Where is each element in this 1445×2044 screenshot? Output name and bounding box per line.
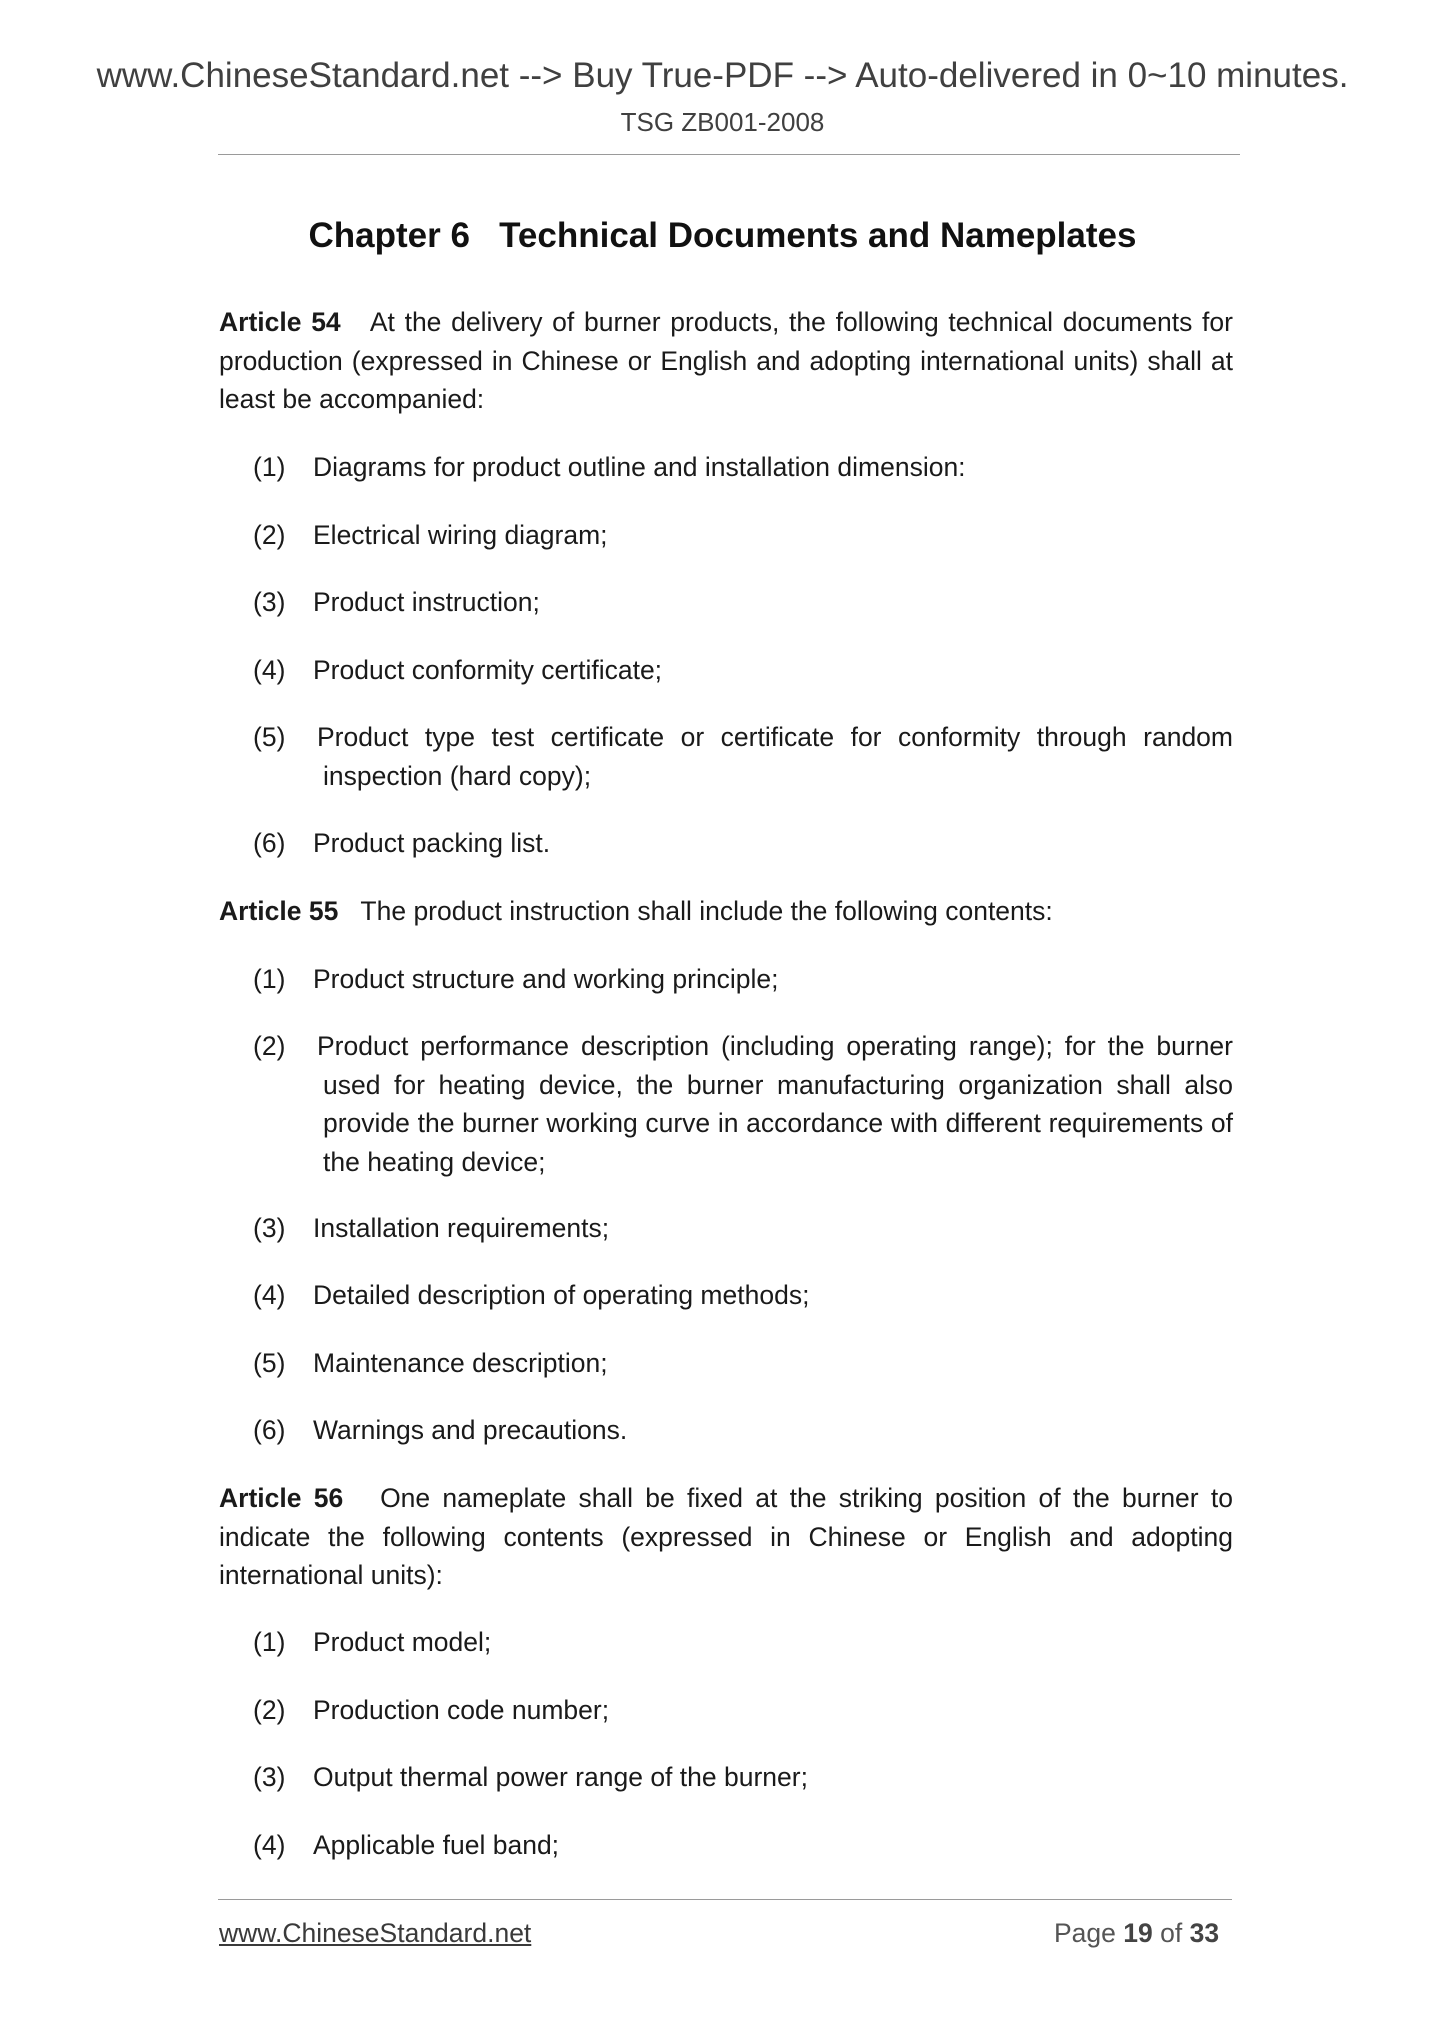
list-item (253, 1623, 1233, 1662)
chapter-title: Technical Documents and Nameplates (499, 216, 1137, 255)
item-number: (6) (253, 828, 286, 858)
item-number: (3) (253, 587, 286, 617)
item-number: (5) (253, 1348, 286, 1378)
item-number: (1) (253, 1627, 286, 1657)
list-item (253, 651, 1233, 690)
list-item (253, 448, 1233, 487)
item-text: Product structure and working principle; (313, 964, 779, 994)
footer-divider (218, 1899, 1232, 1900)
item-number: (3) (253, 1762, 286, 1792)
article-56 (219, 1479, 1233, 1595)
item-text: Maintenance description; (313, 1348, 608, 1378)
item-text: Applicable fuel band; (313, 1830, 560, 1860)
item-number: (4) (253, 1280, 286, 1310)
article-text: The product instruction shall include the following contents: (360, 896, 1053, 926)
item-number: (3) (253, 1213, 286, 1243)
chapter-number: Chapter 6 (308, 216, 470, 255)
chapter-heading (0, 216, 1445, 256)
item-number: (2) (253, 520, 286, 550)
item-text: Product performance description (including operating range); for the burner used for heating device, the burner manufacturing organization shall also provide the burner working curve in accordance with different requirements of the heating device; (317, 1031, 1233, 1177)
item-text: Product type test certificate or certificate for conformity through random inspection (hard copy); (317, 722, 1233, 791)
item-text: Product conformity certificate; (313, 655, 663, 685)
list-item (253, 1826, 1233, 1865)
list-item (253, 1027, 1233, 1181)
list-item (253, 583, 1233, 622)
article-55 (219, 892, 1233, 931)
list-item (253, 718, 1233, 795)
list-item (253, 1276, 1233, 1315)
page-of: of (1160, 1918, 1183, 1948)
item-number: (1) (253, 452, 286, 482)
article-text: One nameplate shall be fixed at the striking position of the burner to indicate the following contents (expressed in Chinese or English and adopting international units): (219, 1483, 1233, 1590)
header-banner: www.ChineseStandard.net --> Buy True-PDF --> Auto-delivered in 0~10 minutes. (96, 56, 1349, 95)
item-number: (1) (253, 964, 286, 994)
item-text: Product model; (313, 1627, 492, 1657)
item-number: (6) (253, 1415, 286, 1445)
list-item (253, 1758, 1233, 1797)
item-number: (2) (253, 1031, 286, 1061)
page-total: 33 (1189, 1918, 1220, 1948)
page-number (1054, 1918, 1219, 1949)
item-text: Detailed description of operating methods; (313, 1280, 810, 1310)
list-item (253, 516, 1233, 555)
item-number: (4) (253, 1830, 286, 1860)
item-text: Diagrams for product outline and installation dimension: (313, 452, 966, 482)
article-text: At the delivery of burner products, the following technical documents for production (expressed in Chinese or English and adopting international units) shall at least be accompanied: (219, 307, 1233, 414)
article-label: Article 55 (219, 896, 339, 926)
article-54 (219, 303, 1233, 419)
list-item (253, 824, 1233, 863)
list-item (253, 1411, 1233, 1450)
document-id: TSG ZB001-2008 (620, 107, 825, 137)
item-text: Product packing list. (313, 828, 551, 858)
article-label: Article 54 (219, 307, 341, 337)
header-divider (218, 154, 1240, 155)
item-number: (4) (253, 655, 286, 685)
item-text: Output thermal power range of the burner; (313, 1762, 808, 1792)
footer-site-link[interactable]: www.ChineseStandard.net (219, 1918, 532, 1948)
item-text: Product instruction; (313, 587, 540, 617)
list-item (253, 1691, 1233, 1730)
page-current: 19 (1123, 1918, 1153, 1948)
list-item (253, 1344, 1233, 1383)
list-item (253, 960, 1233, 999)
item-number: (5) (253, 722, 286, 752)
item-text: Electrical wiring diagram; (313, 520, 608, 550)
page-prefix: Page (1054, 1918, 1116, 1948)
item-number: (2) (253, 1695, 286, 1725)
item-text: Installation requirements; (313, 1213, 610, 1243)
item-text: Production code number; (313, 1695, 610, 1725)
article-label: Article 56 (219, 1483, 344, 1513)
item-text: Warnings and precautions. (313, 1415, 628, 1445)
list-item (253, 1209, 1233, 1248)
